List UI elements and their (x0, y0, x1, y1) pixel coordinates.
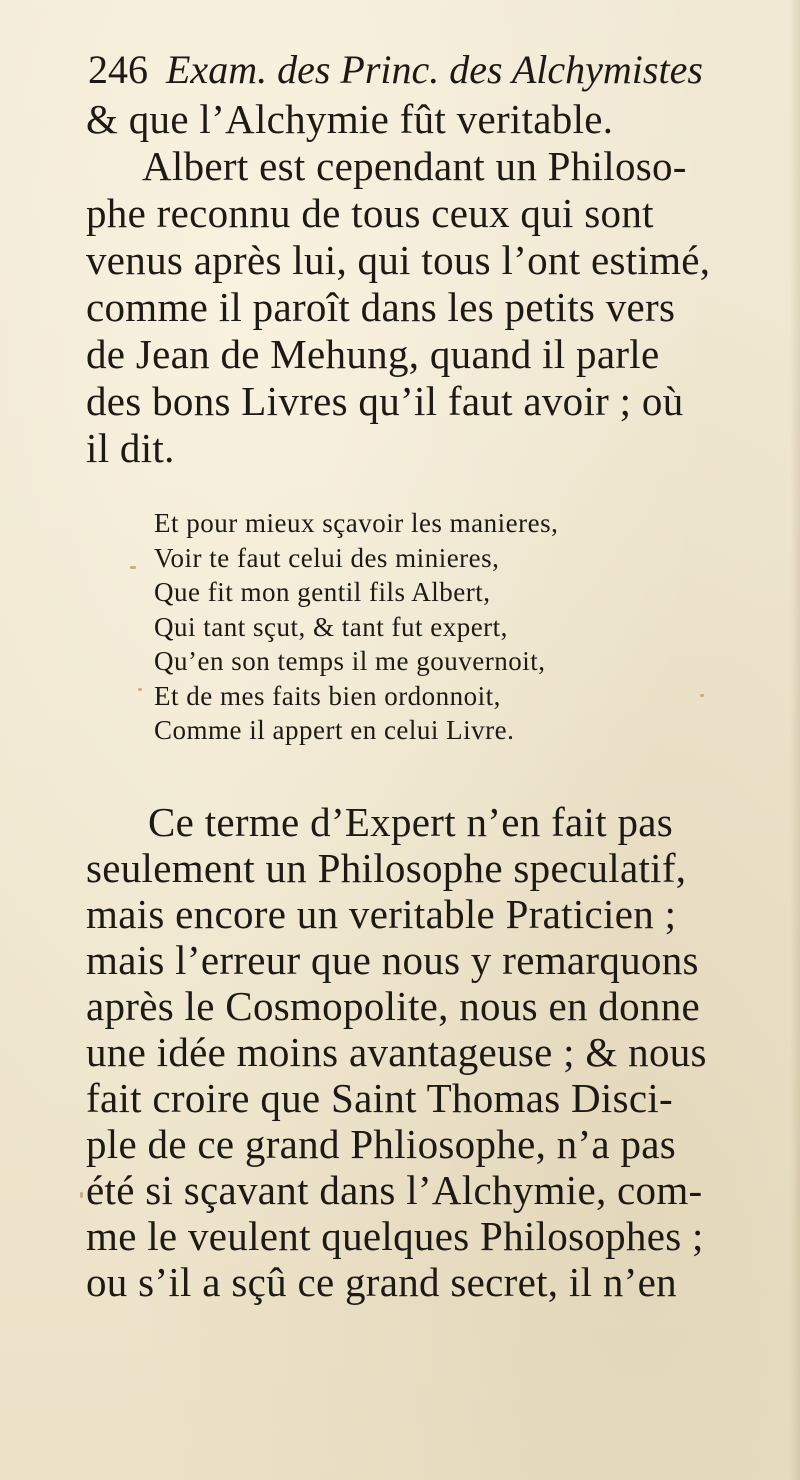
text-line: de Jean de Mehung, quand il parle (86, 331, 660, 377)
verse-line: Voir te faut celui des minieres, (154, 542, 500, 573)
page-edge-shadow (790, 0, 800, 1480)
paper-speck (130, 566, 136, 569)
verse-line: Que fit mon gentil fils Albert, (154, 577, 491, 607)
text-line: mais encore un veritable Praticien ; (86, 891, 677, 937)
text-line: fait croire que Saint Thomas Disci- (86, 1075, 674, 1121)
text-line: mais l’erreur que nous y remarquons (86, 937, 699, 983)
text-line: des bons Livres qu’il faut avoir ; où (86, 378, 684, 424)
text-line: Albert est cependant un Philoso- (142, 143, 687, 189)
text-line: ple de ce grand Phliosophe, n’a pas (86, 1121, 677, 1167)
verse-quotation (154, 506, 714, 748)
page-number: 246 (88, 47, 148, 92)
paper-speck (138, 688, 142, 691)
text-line: comme il paroît dans les petits vers (86, 284, 676, 330)
verse-line: Comme il appert en celui Livre. (154, 715, 515, 745)
paragraph-2 (86, 799, 776, 1305)
text-line: venus après lui, qui tous l’ont estimé, (86, 237, 711, 283)
paper-speck (80, 1192, 83, 1198)
verse-line: Qu’en son temps il me gouvernoit, (154, 646, 546, 676)
paragraph-1 (86, 96, 776, 472)
text-line: une idée moins avantageuse ; & nous (86, 1029, 707, 1075)
text-line: été si sçavant dans l’Alchymie, com- (86, 1167, 703, 1213)
text-line: me le veulent quelques Philosophes ; (86, 1213, 704, 1259)
running-header (88, 44, 748, 96)
text-line: phe reconnu de tous ceux qui sont (86, 190, 654, 236)
text-line: il dit. (86, 425, 175, 471)
text-line: après le Cosmopolite, nous en donne (86, 983, 701, 1029)
paper-speck (700, 694, 704, 697)
text-line: & que l’Alchymie fût veritable. (86, 96, 614, 142)
verse-line: Et pour mieux sçavoir les manieres, (154, 508, 559, 538)
text-line: seulement un Philosophe speculatif, (86, 845, 687, 891)
running-title: Exam. des Princ. des Alchymistes (166, 47, 703, 92)
verse-line: Qui tant sçut, & tant fut expert, (154, 611, 508, 642)
text-line: ou s’il a sçû ce grand secret, il n’en (86, 1259, 677, 1305)
verse-line: Et de mes faits bien ordonnoit, (154, 680, 501, 711)
text-line: Ce terme d’Expert n’en fait pas (148, 799, 674, 845)
